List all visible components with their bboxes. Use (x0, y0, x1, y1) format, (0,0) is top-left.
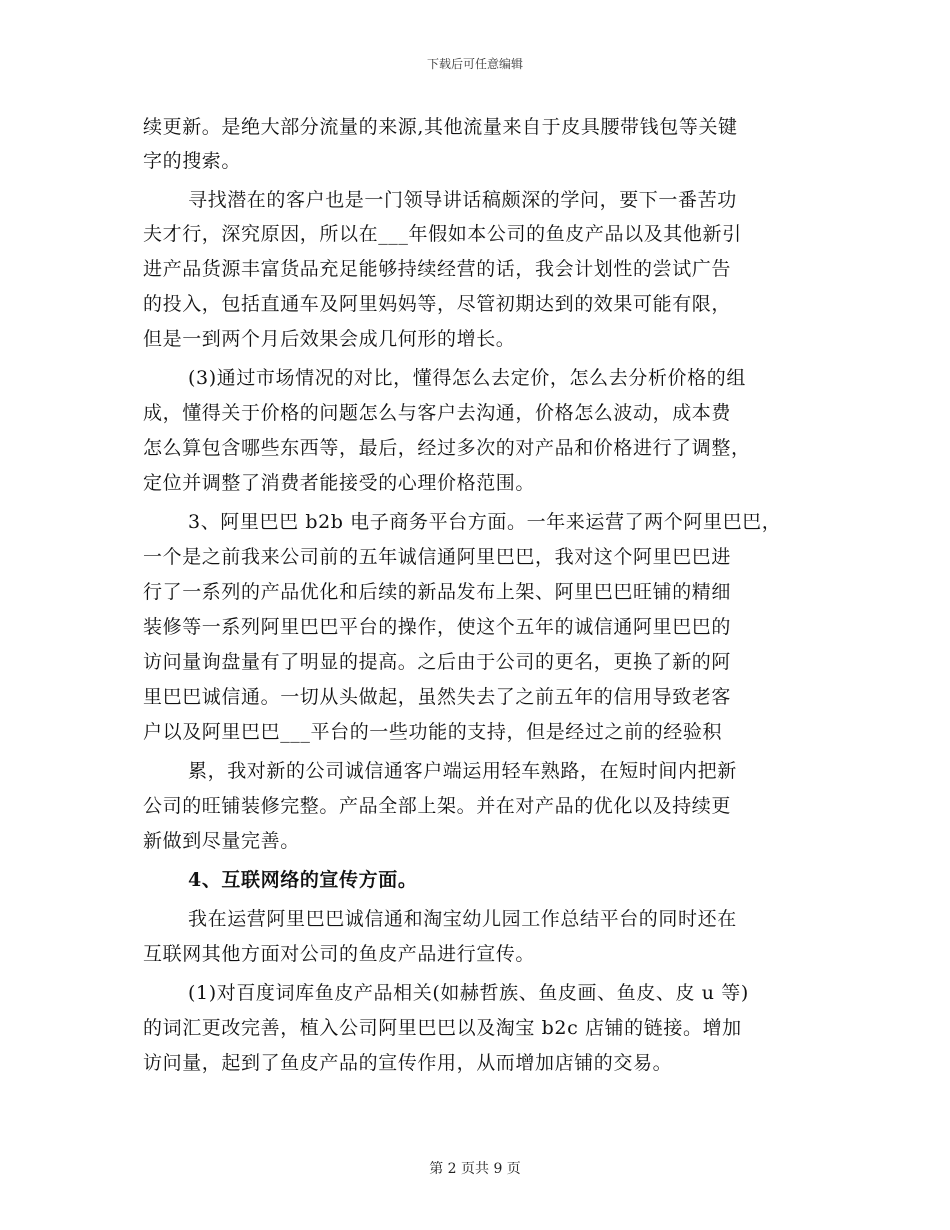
text-line: 的投入，包括直通车及阿里妈妈等，尽管初期达到的效果可能有限， (143, 293, 732, 315)
text-line: 成，懂得关于价格的问题怎么与客户去沟通，价格怎么波动，成本费 (143, 402, 732, 424)
text-line: 新做到尽量完善。 (143, 830, 300, 852)
text-line: 我在运营阿里巴巴诚信通和淘宝幼儿园工作总结平台的同时还在 (188, 908, 737, 930)
text-line: 夫才行，深究原因，所以在___年假如本公司的鱼皮产品以及其他新引 (143, 223, 742, 245)
text-line: 访问量询盘量有了明显的提高。之后由于公司的更名，更换了新的阿 (143, 651, 732, 673)
text-line: 怎么算包含哪些东西等，最后，经过多次的对产品和价格进行了调整， (143, 437, 751, 459)
text-line: 3、阿里巴巴 b2b 电子商务平台方面。一年来运营了两个阿里巴巴， (188, 511, 782, 533)
text-line: 访问量，起到了鱼皮产品的宣传作用，从而增加店铺的交易。 (143, 1052, 673, 1074)
text-line: 公司的旺铺装修完整。产品全部上架。并在对产品的优化以及持续更 (143, 795, 732, 817)
page-header-note: 下载后可任意编辑 (426, 57, 523, 71)
text-line: 行了一系列的产品优化和后续的新品发布上架、阿里巴巴旺铺的精细 (143, 581, 732, 603)
text-line: 互联网其他方面对公司的鱼皮产品进行宣传。 (143, 943, 536, 965)
text-line: 字的搜索。 (143, 150, 242, 172)
text-line: 定位并调整了消费者能接受的心理价格范围。 (143, 472, 536, 494)
text-line: 的词汇更改完善，植入公司阿里巴巴以及淘宝 b2c 店铺的链接。增加 (143, 1017, 742, 1039)
text-line: (3)通过市场情况的对比，懂得怎么去定价，怎么去分析价格的组 (188, 367, 746, 389)
text-line: 装修等一系列阿里巴巴平台的操作，使这个五年的诚信通阿里巴巴的 (143, 616, 732, 638)
text-line: 里巴巴诚信通。一切从头做起，虽然失去了之前五年的信用导致老客 (143, 686, 732, 708)
text-line: 累，我对新的公司诚信通客户端运用轻车熟路，在短时间内把新 (188, 760, 737, 782)
text-line: 进产品货源丰富货品充足能够持续经营的话，我会计划性的尝试广告 (143, 258, 732, 280)
page-number: 第 2 页共 9 页 (429, 1161, 521, 1177)
text-line: (1)对百度词库鱼皮产品相关(如赫哲族、鱼皮画、鱼皮、皮 u 等) (188, 982, 749, 1004)
text-line: 户以及阿里巴巴___平台的一些功能的支持，但是经过之前的经验积 (143, 721, 723, 743)
text-line: 但是一到两个月后效果会成几何形的增长。 (143, 328, 516, 350)
section-heading: 4、互联网络的宣传方面。 (188, 869, 418, 891)
text-line: 一个是之前我来公司前的五年诚信通阿里巴巴，我对这个阿里巴巴进 (143, 546, 732, 568)
text-line: 续更新。是绝大部分流量的来源,其他流量来自于皮具腰带钱包等关键 (143, 116, 738, 138)
text-line: 寻找潜在的客户也是一门领导讲话稿颇深的学问，要下一番苦功 (188, 189, 737, 211)
